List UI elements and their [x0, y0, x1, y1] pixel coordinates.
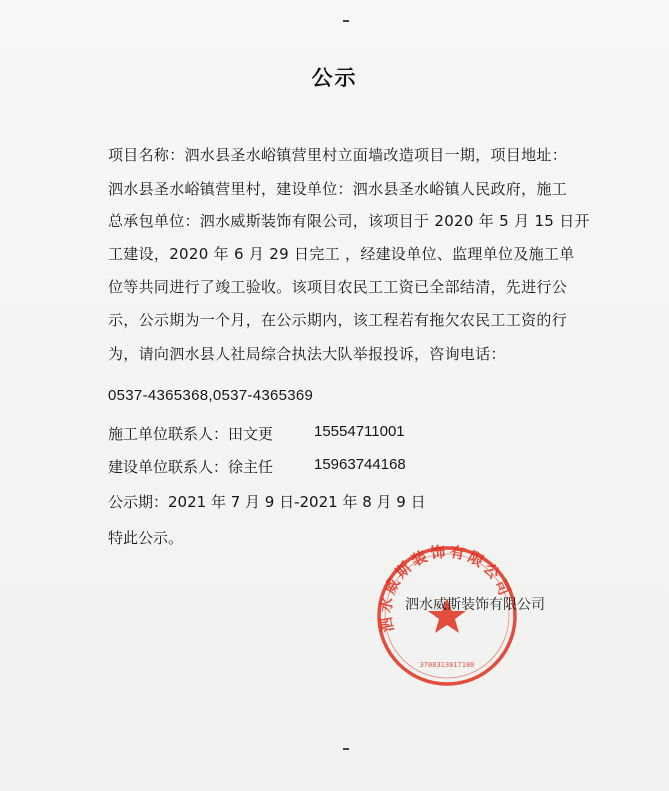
company-seal: [374, 543, 520, 689]
seal-text: 泗水威斯装饰有限公司: [376, 543, 515, 634]
developer-contact-label: 建设单位联系人：徐主任: [108, 458, 274, 476]
body-line-3: 总承包单位：泗水威斯装饰有限公司，该项目于 2020 年 5 月 15 日开: [108, 212, 590, 230]
seal-code: 3708313017180: [419, 661, 475, 669]
body-line-1: 项目名称：泗水县圣水峪镇营里村立面墙改造项目一期，项目地址：: [108, 146, 568, 164]
construction-contact-label: 施工单位联系人：田文更: [108, 425, 274, 443]
body-line-6: 示，公示期为一个月，在公示期内，该工程若有拖欠农民工工资的行: [108, 311, 568, 329]
phone-numbers: 0537-4365368,0537-4365369: [108, 387, 314, 404]
publicity-period: 公示期：2021 年 7 月 9 日-2021 年 8 月 9 日: [108, 493, 426, 511]
developer-contact: [108, 456, 438, 477]
body-line-7: 为，请向泗水县人社局综合执法大队举报投诉，咨询电话：: [108, 345, 506, 363]
document-title: 公示: [311, 66, 358, 90]
closing-statement: 特此公示。: [108, 529, 184, 547]
company-signature: 泗水威斯装饰有限公司: [405, 597, 545, 613]
construction-contact: [108, 423, 438, 444]
body-line-4: 工建设，2020 年 6 月 29 日完工 ，经建设单位、监理单位及施工单: [108, 245, 575, 263]
body-line-2: 泗水县圣水峪镇营里村，建设单位：泗水县圣水峪镇人民政府，施工: [108, 180, 568, 198]
body-line-5: 位等共同进行了竣工验收。该项目农民工工资已全部结清，先进行公: [108, 278, 568, 296]
page-mark-bottom: [343, 748, 349, 750]
developer-contact-phone: 15963744168: [314, 456, 406, 473]
page-mark-top: [343, 20, 349, 22]
construction-contact-phone: 15554711001: [314, 423, 405, 440]
